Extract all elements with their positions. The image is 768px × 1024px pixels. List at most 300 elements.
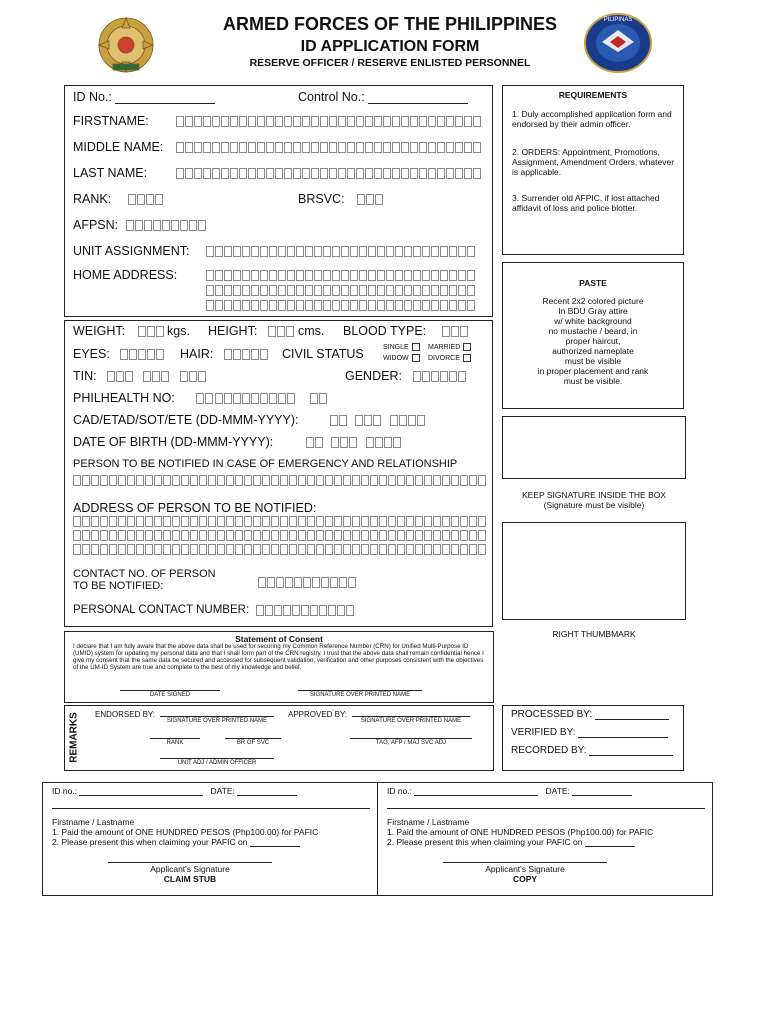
- character-cell[interactable]: [404, 270, 412, 281]
- character-cell[interactable]: [451, 475, 459, 486]
- character-cell[interactable]: [206, 285, 214, 296]
- character-cell[interactable]: [91, 475, 99, 486]
- character-cell[interactable]: [152, 371, 160, 382]
- character-cell[interactable]: [198, 371, 206, 382]
- character-cell[interactable]: [145, 544, 153, 555]
- character-cell[interactable]: [350, 246, 358, 257]
- character-cell[interactable]: [194, 168, 202, 179]
- character-cell[interactable]: [431, 300, 439, 311]
- character-cell[interactable]: [352, 544, 360, 555]
- character-cell[interactable]: [276, 577, 284, 588]
- character-cell[interactable]: [428, 142, 436, 153]
- character-cell[interactable]: [118, 516, 126, 527]
- character-cell[interactable]: [364, 415, 372, 426]
- character-cell[interactable]: [242, 300, 250, 311]
- character-cell[interactable]: [266, 168, 274, 179]
- character-cell[interactable]: [127, 544, 135, 555]
- character-cell[interactable]: [332, 300, 340, 311]
- character-cell[interactable]: [194, 116, 202, 127]
- character-cell[interactable]: [145, 530, 153, 541]
- character-cell[interactable]: [341, 270, 349, 281]
- character-cell[interactable]: [361, 516, 369, 527]
- character-cell[interactable]: [298, 475, 306, 486]
- character-cell[interactable]: [311, 168, 319, 179]
- character-cell[interactable]: [446, 116, 454, 127]
- character-cell[interactable]: [455, 142, 463, 153]
- tin-field-2[interactable]: [143, 371, 170, 382]
- character-cell[interactable]: [100, 475, 108, 486]
- character-cell[interactable]: [287, 300, 295, 311]
- character-cell[interactable]: [410, 142, 418, 153]
- character-cell[interactable]: [314, 300, 322, 311]
- character-cell[interactable]: [404, 285, 412, 296]
- character-cell[interactable]: [242, 270, 250, 281]
- character-cell[interactable]: [458, 300, 466, 311]
- character-cell[interactable]: [413, 371, 421, 382]
- contact-notified-field[interactable]: [258, 577, 357, 588]
- character-cell[interactable]: [413, 246, 421, 257]
- character-cell[interactable]: [442, 326, 450, 337]
- character-cell[interactable]: [464, 142, 472, 153]
- character-cell[interactable]: [311, 142, 319, 153]
- character-cell[interactable]: [212, 116, 220, 127]
- character-cell[interactable]: [415, 475, 423, 486]
- character-cell[interactable]: [469, 475, 477, 486]
- character-cell[interactable]: [319, 605, 327, 616]
- character-cell[interactable]: [221, 168, 229, 179]
- character-cell[interactable]: [224, 300, 232, 311]
- character-cell[interactable]: [323, 285, 331, 296]
- character-cell[interactable]: [262, 530, 270, 541]
- character-cell[interactable]: [404, 300, 412, 311]
- character-cell[interactable]: [226, 475, 234, 486]
- character-cell[interactable]: [251, 246, 259, 257]
- character-cell[interactable]: [458, 371, 466, 382]
- character-cell[interactable]: [91, 516, 99, 527]
- character-cell[interactable]: [314, 285, 322, 296]
- character-cell[interactable]: [298, 516, 306, 527]
- character-cell[interactable]: [316, 516, 324, 527]
- character-cell[interactable]: [307, 544, 315, 555]
- character-cell[interactable]: [361, 530, 369, 541]
- character-cell[interactable]: [230, 142, 238, 153]
- character-cell[interactable]: [127, 475, 135, 486]
- character-cell[interactable]: [433, 516, 441, 527]
- character-cell[interactable]: [82, 544, 90, 555]
- character-cell[interactable]: [458, 285, 466, 296]
- character-cell[interactable]: [172, 530, 180, 541]
- character-cell[interactable]: [442, 516, 450, 527]
- character-cell[interactable]: [266, 116, 274, 127]
- character-cell[interactable]: [162, 220, 170, 231]
- character-cell[interactable]: [176, 116, 184, 127]
- character-cell[interactable]: [244, 475, 252, 486]
- character-cell[interactable]: [431, 270, 439, 281]
- character-cell[interactable]: [296, 285, 304, 296]
- character-cell[interactable]: [329, 142, 337, 153]
- personal-contact-field[interactable]: [256, 605, 355, 616]
- character-cell[interactable]: [258, 577, 266, 588]
- character-cell[interactable]: [478, 530, 486, 541]
- character-cell[interactable]: [253, 544, 261, 555]
- character-cell[interactable]: [428, 168, 436, 179]
- character-cell[interactable]: [224, 270, 232, 281]
- signature-box[interactable]: [502, 416, 686, 479]
- character-cell[interactable]: [464, 116, 472, 127]
- character-cell[interactable]: [440, 270, 448, 281]
- character-cell[interactable]: [198, 220, 206, 231]
- character-cell[interactable]: [224, 393, 232, 404]
- character-cell[interactable]: [154, 530, 162, 541]
- character-cell[interactable]: [356, 116, 364, 127]
- character-cell[interactable]: [348, 577, 356, 588]
- character-cell[interactable]: [433, 530, 441, 541]
- character-cell[interactable]: [163, 475, 171, 486]
- character-cell[interactable]: [355, 415, 363, 426]
- character-cell[interactable]: [374, 116, 382, 127]
- character-cell[interactable]: [359, 246, 367, 257]
- character-cell[interactable]: [190, 475, 198, 486]
- character-cell[interactable]: [181, 544, 189, 555]
- character-cell[interactable]: [332, 246, 340, 257]
- single-checkbox[interactable]: [412, 343, 420, 351]
- control-no-field[interactable]: [368, 92, 468, 104]
- copy-date-field[interactable]: [572, 787, 632, 796]
- character-cell[interactable]: [365, 142, 373, 153]
- character-cell[interactable]: [397, 516, 405, 527]
- character-cell[interactable]: [230, 116, 238, 127]
- character-cell[interactable]: [314, 270, 322, 281]
- character-cell[interactable]: [319, 393, 327, 404]
- character-cell[interactable]: [395, 270, 403, 281]
- character-cell[interactable]: [366, 194, 374, 205]
- character-cell[interactable]: [217, 516, 225, 527]
- character-cell[interactable]: [331, 437, 339, 448]
- character-cell[interactable]: [260, 393, 268, 404]
- character-cell[interactable]: [194, 142, 202, 153]
- character-cell[interactable]: [323, 246, 331, 257]
- character-cell[interactable]: [392, 168, 400, 179]
- character-cell[interactable]: [365, 168, 373, 179]
- character-cell[interactable]: [118, 530, 126, 541]
- character-cell[interactable]: [248, 142, 256, 153]
- claim-name-line[interactable]: [52, 808, 370, 809]
- thumbmark-box[interactable]: [502, 522, 686, 620]
- character-cell[interactable]: [212, 142, 220, 153]
- character-cell[interactable]: [217, 544, 225, 555]
- character-cell[interactable]: [305, 246, 313, 257]
- character-cell[interactable]: [375, 437, 383, 448]
- character-cell[interactable]: [478, 475, 486, 486]
- emergency-field[interactable]: [73, 475, 487, 486]
- character-cell[interactable]: [395, 246, 403, 257]
- character-cell[interactable]: [433, 544, 441, 555]
- character-cell[interactable]: [361, 475, 369, 486]
- character-cell[interactable]: [199, 530, 207, 541]
- character-cell[interactable]: [242, 285, 250, 296]
- character-cell[interactable]: [244, 516, 252, 527]
- character-cell[interactable]: [127, 530, 135, 541]
- character-cell[interactable]: [136, 475, 144, 486]
- character-cell[interactable]: [278, 285, 286, 296]
- character-cell[interactable]: [379, 475, 387, 486]
- character-cell[interactable]: [235, 516, 243, 527]
- middle-name-field[interactable]: [176, 142, 482, 153]
- character-cell[interactable]: [289, 516, 297, 527]
- character-cell[interactable]: [449, 270, 457, 281]
- character-cell[interactable]: [431, 246, 439, 257]
- character-cell[interactable]: [294, 577, 302, 588]
- character-cell[interactable]: [221, 142, 229, 153]
- character-cell[interactable]: [390, 415, 398, 426]
- character-cell[interactable]: [260, 285, 268, 296]
- character-cell[interactable]: [161, 371, 169, 382]
- character-cell[interactable]: [368, 270, 376, 281]
- character-cell[interactable]: [244, 530, 252, 541]
- character-cell[interactable]: [325, 475, 333, 486]
- character-cell[interactable]: [356, 168, 364, 179]
- copy-pickup-date-field[interactable]: [585, 838, 635, 847]
- character-cell[interactable]: [230, 168, 238, 179]
- character-cell[interactable]: [379, 516, 387, 527]
- character-cell[interactable]: [253, 475, 261, 486]
- character-cell[interactable]: [343, 475, 351, 486]
- character-cell[interactable]: [302, 168, 310, 179]
- character-cell[interactable]: [392, 116, 400, 127]
- tag-line[interactable]: [350, 738, 472, 739]
- character-cell[interactable]: [199, 516, 207, 527]
- character-cell[interactable]: [239, 168, 247, 179]
- character-cell[interactable]: [352, 530, 360, 541]
- character-cell[interactable]: [280, 544, 288, 555]
- character-cell[interactable]: [145, 475, 153, 486]
- character-cell[interactable]: [424, 544, 432, 555]
- character-cell[interactable]: [334, 530, 342, 541]
- character-cell[interactable]: [460, 475, 468, 486]
- character-cell[interactable]: [73, 475, 81, 486]
- character-cell[interactable]: [419, 168, 427, 179]
- character-cell[interactable]: [338, 168, 346, 179]
- character-cell[interactable]: [312, 577, 320, 588]
- character-cell[interactable]: [296, 270, 304, 281]
- character-cell[interactable]: [368, 300, 376, 311]
- character-cell[interactable]: [315, 437, 323, 448]
- character-cell[interactable]: [277, 326, 285, 337]
- copy-id-field[interactable]: [414, 787, 538, 796]
- character-cell[interactable]: [138, 349, 146, 360]
- character-cell[interactable]: [446, 168, 454, 179]
- character-cell[interactable]: [451, 516, 459, 527]
- character-cell[interactable]: [332, 285, 340, 296]
- character-cell[interactable]: [305, 300, 313, 311]
- character-cell[interactable]: [352, 475, 360, 486]
- claim-pickup-date-field[interactable]: [250, 838, 300, 847]
- character-cell[interactable]: [374, 168, 382, 179]
- rank-line[interactable]: [150, 738, 200, 739]
- character-cell[interactable]: [473, 142, 481, 153]
- character-cell[interactable]: [467, 270, 475, 281]
- character-cell[interactable]: [458, 270, 466, 281]
- character-cell[interactable]: [251, 349, 259, 360]
- character-cell[interactable]: [397, 530, 405, 541]
- character-cell[interactable]: [286, 326, 294, 337]
- character-cell[interactable]: [306, 437, 314, 448]
- character-cell[interactable]: [199, 475, 207, 486]
- character-cell[interactable]: [292, 605, 300, 616]
- character-cell[interactable]: [190, 530, 198, 541]
- character-cell[interactable]: [156, 326, 164, 337]
- character-cell[interactable]: [384, 437, 392, 448]
- character-cell[interactable]: [320, 116, 328, 127]
- character-cell[interactable]: [451, 544, 459, 555]
- character-cell[interactable]: [100, 516, 108, 527]
- philhealth-field-3[interactable]: [310, 393, 328, 404]
- character-cell[interactable]: [323, 300, 331, 311]
- character-cell[interactable]: [350, 285, 358, 296]
- character-cell[interactable]: [118, 544, 126, 555]
- character-cell[interactable]: [147, 326, 155, 337]
- character-cell[interactable]: [181, 530, 189, 541]
- character-cell[interactable]: [176, 142, 184, 153]
- character-cell[interactable]: [278, 246, 286, 257]
- character-cell[interactable]: [455, 116, 463, 127]
- character-cell[interactable]: [359, 300, 367, 311]
- character-cell[interactable]: [253, 530, 261, 541]
- character-cell[interactable]: [305, 270, 313, 281]
- character-cell[interactable]: [274, 605, 282, 616]
- character-cell[interactable]: [460, 544, 468, 555]
- character-cell[interactable]: [349, 437, 357, 448]
- character-cell[interactable]: [307, 516, 315, 527]
- character-cell[interactable]: [383, 168, 391, 179]
- character-cell[interactable]: [296, 246, 304, 257]
- character-cell[interactable]: [467, 300, 475, 311]
- character-cell[interactable]: [260, 270, 268, 281]
- character-cell[interactable]: [189, 371, 197, 382]
- character-cell[interactable]: [244, 544, 252, 555]
- character-cell[interactable]: [478, 516, 486, 527]
- copy-signature-line[interactable]: [443, 862, 607, 863]
- character-cell[interactable]: [293, 142, 301, 153]
- character-cell[interactable]: [347, 168, 355, 179]
- character-cell[interactable]: [239, 116, 247, 127]
- approved-signature-line[interactable]: [352, 716, 470, 717]
- character-cell[interactable]: [269, 393, 277, 404]
- character-cell[interactable]: [422, 371, 430, 382]
- rank-field[interactable]: [128, 194, 164, 205]
- character-cell[interactable]: [451, 530, 459, 541]
- character-cell[interactable]: [251, 393, 259, 404]
- character-cell[interactable]: [356, 142, 364, 153]
- last-name-field[interactable]: [176, 168, 482, 179]
- character-cell[interactable]: [145, 516, 153, 527]
- character-cell[interactable]: [401, 168, 409, 179]
- character-cell[interactable]: [233, 393, 241, 404]
- character-cell[interactable]: [334, 516, 342, 527]
- character-cell[interactable]: [337, 605, 345, 616]
- character-cell[interactable]: [296, 300, 304, 311]
- character-cell[interactable]: [473, 116, 481, 127]
- character-cell[interactable]: [206, 246, 214, 257]
- character-cell[interactable]: [422, 300, 430, 311]
- character-cell[interactable]: [275, 116, 283, 127]
- character-cell[interactable]: [392, 142, 400, 153]
- character-cell[interactable]: [217, 475, 225, 486]
- character-cell[interactable]: [419, 116, 427, 127]
- character-cell[interactable]: [221, 116, 229, 127]
- address-notified-line-3[interactable]: [73, 544, 487, 555]
- character-cell[interactable]: [401, 116, 409, 127]
- character-cell[interactable]: [242, 393, 250, 404]
- character-cell[interactable]: [280, 475, 288, 486]
- character-cell[interactable]: [395, 285, 403, 296]
- character-cell[interactable]: [265, 605, 273, 616]
- character-cell[interactable]: [437, 168, 445, 179]
- character-cell[interactable]: [332, 270, 340, 281]
- character-cell[interactable]: [233, 285, 241, 296]
- character-cell[interactable]: [185, 168, 193, 179]
- character-cell[interactable]: [307, 475, 315, 486]
- character-cell[interactable]: [136, 530, 144, 541]
- cad-year-field[interactable]: [390, 415, 426, 426]
- afpsn-field[interactable]: [126, 220, 207, 231]
- character-cell[interactable]: [284, 142, 292, 153]
- character-cell[interactable]: [275, 142, 283, 153]
- character-cell[interactable]: [269, 246, 277, 257]
- character-cell[interactable]: [303, 577, 311, 588]
- character-cell[interactable]: [224, 285, 232, 296]
- character-cell[interactable]: [181, 475, 189, 486]
- character-cell[interactable]: [206, 270, 214, 281]
- character-cell[interactable]: [431, 285, 439, 296]
- character-cell[interactable]: [109, 475, 117, 486]
- character-cell[interactable]: [460, 530, 468, 541]
- character-cell[interactable]: [469, 516, 477, 527]
- character-cell[interactable]: [386, 270, 394, 281]
- character-cell[interactable]: [242, 246, 250, 257]
- character-cell[interactable]: [137, 194, 145, 205]
- character-cell[interactable]: [339, 415, 347, 426]
- character-cell[interactable]: [346, 605, 354, 616]
- character-cell[interactable]: [269, 300, 277, 311]
- character-cell[interactable]: [473, 168, 481, 179]
- character-cell[interactable]: [251, 270, 259, 281]
- character-cell[interactable]: [251, 285, 259, 296]
- hair-field[interactable]: [224, 349, 269, 360]
- character-cell[interactable]: [325, 516, 333, 527]
- divorce-checkbox[interactable]: [463, 354, 471, 362]
- dob-year-field[interactable]: [366, 437, 402, 448]
- character-cell[interactable]: [125, 371, 133, 382]
- character-cell[interactable]: [205, 393, 213, 404]
- character-cell[interactable]: [275, 168, 283, 179]
- weight-field[interactable]: [138, 326, 165, 337]
- character-cell[interactable]: [422, 270, 430, 281]
- home-address-line-3[interactable]: [206, 300, 476, 311]
- character-cell[interactable]: [163, 516, 171, 527]
- character-cell[interactable]: [410, 168, 418, 179]
- character-cell[interactable]: [233, 270, 241, 281]
- character-cell[interactable]: [415, 516, 423, 527]
- character-cell[interactable]: [172, 516, 180, 527]
- character-cell[interactable]: [404, 246, 412, 257]
- character-cell[interactable]: [147, 349, 155, 360]
- character-cell[interactable]: [377, 246, 385, 257]
- character-cell[interactable]: [338, 142, 346, 153]
- character-cell[interactable]: [460, 326, 468, 337]
- character-cell[interactable]: [180, 371, 188, 382]
- character-cell[interactable]: [269, 285, 277, 296]
